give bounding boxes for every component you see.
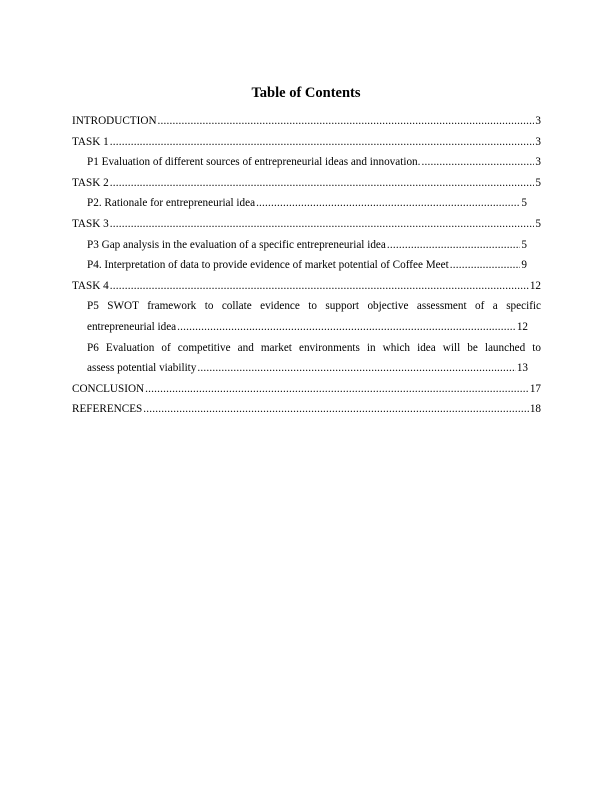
toc-entry-label: P3 Gap analysis in the evaluation of a specific entrepreneurial idea: [87, 238, 386, 251]
dot-leader: [450, 255, 521, 276]
toc-entry-introduction[interactable]: [72, 111, 541, 132]
toc-entry-label: P2. Rationale for entrepreneurial idea: [87, 197, 256, 210]
toc-entry-label-line1: P6 Evaluation of competitive and market environments in which idea will be launched to: [87, 341, 541, 354]
dot-leader: [421, 152, 534, 173]
toc-entry-conclusion[interactable]: [72, 379, 541, 400]
dot-leader: [256, 193, 520, 214]
table-of-contents: [72, 111, 541, 420]
toc-page-number: 3: [535, 156, 541, 169]
toc-entry-label: P1 Evaluation of different sources of entrepreneurial ideas and innovation.: [87, 156, 421, 169]
toc-entry-line2: [87, 317, 528, 338]
toc-page-number: 5: [535, 176, 541, 189]
toc-entry-p1[interactable]: [72, 152, 541, 173]
dot-leader: [110, 173, 535, 194]
toc-entry-references[interactable]: [72, 399, 541, 420]
dot-leader: [110, 132, 535, 153]
toc-entry-task-4[interactable]: [72, 276, 541, 297]
toc-page-number: 5: [521, 197, 527, 210]
toc-entry-label: INTRODUCTION: [72, 115, 157, 127]
toc-entry-label: REFERENCES: [72, 403, 143, 416]
dot-leader: [110, 276, 529, 297]
toc-page-number: 5: [535, 217, 541, 230]
toc-entry-p2[interactable]: [72, 193, 527, 214]
toc-entry-task-1[interactable]: [72, 132, 541, 153]
toc-entry-p4[interactable]: [72, 255, 527, 276]
toc-entry-p3[interactable]: [72, 235, 527, 256]
toc-page-number: 5: [521, 238, 527, 251]
toc-page-number: 3: [535, 115, 541, 127]
dot-leader: [158, 111, 535, 132]
toc-entry-p6[interactable]: [72, 338, 541, 379]
toc-page-number: 3: [535, 135, 541, 148]
toc-entry-label: TASK 1: [72, 135, 109, 148]
toc-page-number: 12: [529, 279, 541, 292]
toc-page-number: 12: [516, 320, 528, 333]
toc-page-number: 18: [529, 403, 541, 416]
toc-title: Table of Contents: [251, 85, 361, 101]
dot-leader: [110, 214, 535, 235]
toc-entry-label: TASK 4: [72, 279, 109, 292]
toc-entry-line2: [87, 358, 528, 379]
toc-entry-label: TASK 3: [72, 217, 109, 230]
toc-entry-label: assess potential viability: [87, 362, 197, 375]
dot-leader: [145, 379, 529, 400]
dot-leader: [143, 399, 529, 420]
toc-entry-label: P4. Interpretation of data to provide evidence of market potential of Coffee Meet: [87, 259, 449, 272]
dot-leader: [387, 235, 521, 256]
toc-page-number: 9: [521, 259, 527, 272]
toc-entry-task-3[interactable]: [72, 214, 541, 235]
toc-entry-label-line1: P5 SWOT framework to collate evidence to support objective assessment of a specific: [87, 300, 541, 313]
toc-entry-p5[interactable]: [72, 296, 541, 337]
toc-page-number: 13: [516, 362, 528, 375]
dot-leader: [197, 358, 515, 379]
toc-entry-label: entrepreneurial idea: [87, 320, 177, 333]
toc-entry-label: TASK 2: [72, 176, 109, 189]
dot-leader: [177, 317, 516, 338]
toc-entry-task-2[interactable]: [72, 173, 541, 194]
toc-entry-label: CONCLUSION: [72, 382, 145, 395]
toc-page-number: 17: [529, 382, 541, 395]
